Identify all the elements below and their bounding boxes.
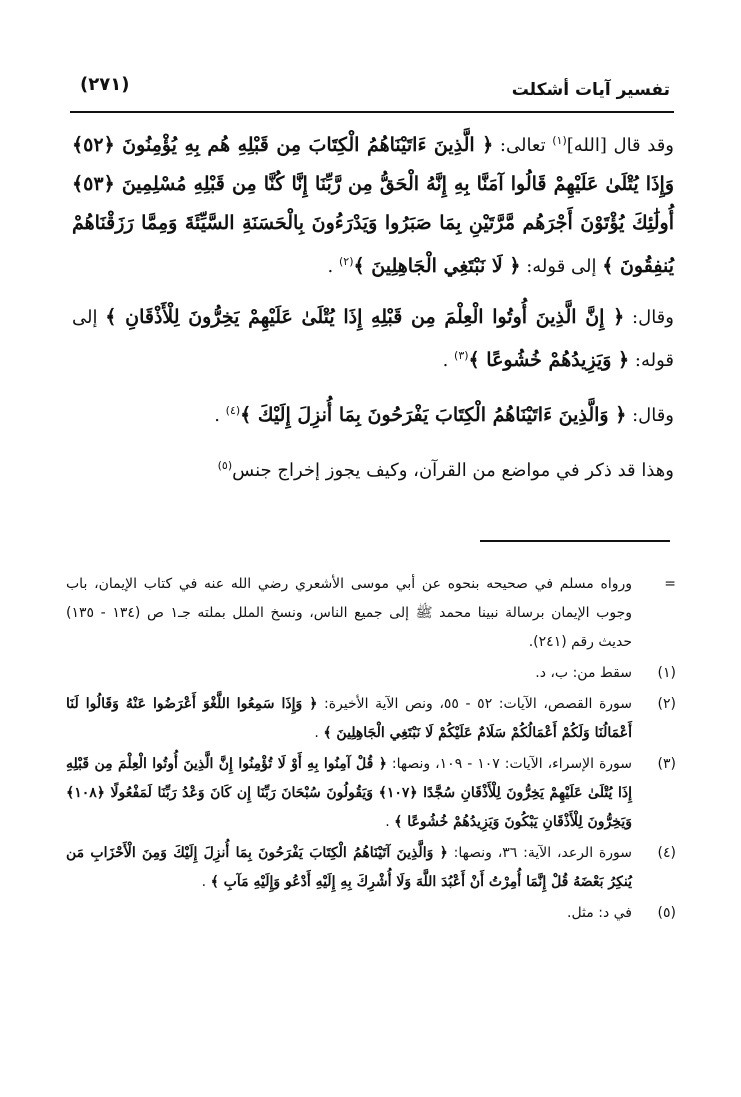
footnote-number: (٥): [657, 905, 676, 921]
paragraph-end: .: [442, 350, 455, 371]
footnote-ref: (٤): [225, 404, 241, 417]
paragraph-lead: وقال:: [624, 307, 674, 328]
paragraph-1: [72, 122, 674, 286]
quran-verse: ﴿ الَّذِينَ ءَاتَيْنَاهُمُ الْكِتَابَ مِن قَبْلِهِ هُم بِهِ يُؤْمِنُونَ ﴿٥٢﴾ وَإِذَا يُتْلَىٰ عَلَيْهِمْ قَالُوا آمَنَّا بِهِ إِنَّهُ الْحَقُّ مِن رَّبِّنَا إِنَّا كُنَّا مِن قَبْلِهِ مُسْلِمِينَ ﴿٥٣﴾ أُولَٰئِكَ يُؤْتَوْنَ أَجْرَهُم مَّرَّتَيْنِ بِمَا صَبَرُوا وَيَدْرَءُونَ بِالْحَسَنَةِ السَّيِّئَةَ وَمِمَّا رَزَقْنَاهُمْ يُنفِقُونَ ﴾: [72, 134, 674, 277]
footnote-3: [66, 750, 676, 837]
paragraph-3: [72, 392, 674, 435]
footnote-number: =: [664, 576, 676, 592]
footnote-2: [66, 690, 676, 748]
running-title: تفسير آيات أشكلت: [511, 80, 670, 100]
header-divider: [70, 111, 674, 113]
quran-verse: ﴿ إِنَّ الَّذِينَ أُوتُوا الْعِلْمَ مِن قَبْلِهِ إِذَا يُتْلَىٰ عَلَيْهِمْ يَخِرُّونَ لِلْأَذْقَانِ ﴾: [105, 306, 625, 328]
footnote-divider: [480, 540, 670, 542]
paragraph-end: .: [214, 405, 226, 426]
paragraph-text: إلى قوله:: [72, 307, 674, 371]
footnote-ref: (٣): [454, 349, 469, 362]
footnote-text: سورة الإسراء، الآيات: ١٠٧ - ١٠٩، ونصها:: [386, 756, 633, 772]
paragraph-end: .: [327, 256, 339, 277]
paragraph-4: [72, 447, 674, 490]
footnote-end: .: [314, 725, 324, 741]
footnote-text: سقط من: ب، د.: [535, 665, 632, 681]
quran-verse: ﴿ وَيَزِيدُهُمْ خُشُوعًا ﴾: [468, 349, 630, 371]
main-text: [72, 122, 674, 490]
paragraph-text: إلى قوله:: [520, 256, 603, 277]
page-number: (٢٧١): [80, 74, 130, 95]
footnote-text: ورواه مسلم في صحيحه بنحوه عن أبي موسى الأشعري رضي الله عنه في كتاب الإيمان، باب وجوب الإيمان برسالة نبينا محمد ﷺ إلى جميع الناس، ونسخ الملل بملته جـ١ ص (١٣٤ - ١٣٥) حديث رقم (٢٤١).: [66, 576, 633, 650]
footnote-number: (١): [657, 665, 676, 681]
footnote-end: .: [385, 814, 395, 830]
footnote-1: [66, 659, 676, 688]
footnote-4: [66, 839, 676, 897]
quran-verse: ﴿ لَا نَبْتَغِي الْجَاهِلِينَ ﴾: [353, 255, 521, 277]
footnotes: [66, 570, 676, 930]
quran-verse: ﴿ وَالَّذِينَ ءَاتَيْنَاهُمُ الْكِتَابَ يَفْرَحُونَ بِمَا أُنزِلَ إِلَيْكَ ﴾: [240, 404, 627, 426]
footnote-5: [66, 899, 676, 928]
footnote-continued: [66, 570, 676, 657]
paragraph-text: وهذا قد ذكر في مواضع من القرآن، وكيف يجوز إخراج جنس: [232, 460, 674, 481]
footnote-text: سورة الرعد، الآية: ٣٦، ونصها:: [447, 845, 632, 861]
footnote-ref: (٢): [339, 255, 354, 268]
paragraph-lead: وقد قال [الله]: [566, 135, 674, 156]
paragraph-lead: وقال:: [626, 405, 674, 426]
footnote-ref: (١): [552, 134, 567, 147]
footnote-verse: ﴿ وَالَّذِينَ آتَيْنَاهُمُ الْكِتَابَ يَفْرَحُونَ بِمَا أُنزِلَ إِلَيْكَ وَمِنَ الْأَحْزَابِ مَن يُنكِرُ بَعْضَهُ قُلْ إِنَّمَا أُمِرْتُ أَنْ أَعْبُدَ اللَّهَ وَلَا أُشْرِكَ بِهِ إِلَيْهِ أَدْعُو وَإِلَيْهِ مَآبِ ﴾: [66, 845, 632, 890]
footnote-end: .: [201, 874, 211, 890]
footnote-text: في د: مثل.: [567, 905, 632, 921]
footnote-number: (٣): [657, 756, 676, 772]
paragraph-text: تعالى:: [493, 135, 553, 156]
footnote-verse: ﴿ قُلْ آمِنُوا بِهِ أَوْ لَا تُؤْمِنُوا إِنَّ الَّذِينَ أُوتُوا الْعِلْمَ مِن قَبْلِهِ إِذَا يُتْلَىٰ عَلَيْهِمْ يَخِرُّونَ لِلْأَذْقَانِ سُجَّدًا ﴿١٠٧﴾ وَيَقُولُونَ سُبْحَانَ رَبِّنَا إِن كَانَ وَعْدُ رَبِّنَا لَمَفْعُولًا ﴿١٠٨﴾ وَيَخِرُّونَ لِلْأَذْقَانِ يَبْكُونَ وَيَزِيدُهُمْ خُشُوعًا ﴾: [66, 756, 632, 830]
page-header: [70, 72, 670, 106]
footnote-number: (٤): [657, 845, 676, 861]
footnote-verse: ﴿ وَإِذَا سَمِعُوا اللَّغْوَ أَعْرَضُوا عَنْهُ وَقَالُوا لَنَا أَعْمَالُنَا وَلَكُمْ أَعْمَالُكُمْ سَلَامٌ عَلَيْكُمْ لَا نَبْتَغِي الْجَاهِلِينَ ﴾: [66, 696, 632, 741]
footnote-ref: (٥): [217, 459, 233, 472]
paragraph-2: [72, 298, 674, 380]
footnote-text: سورة القصص، الآيات: ٥٢ - ٥٥، ونص الآية الأخيرة:: [317, 696, 633, 712]
footnote-number: (٢): [657, 696, 676, 712]
